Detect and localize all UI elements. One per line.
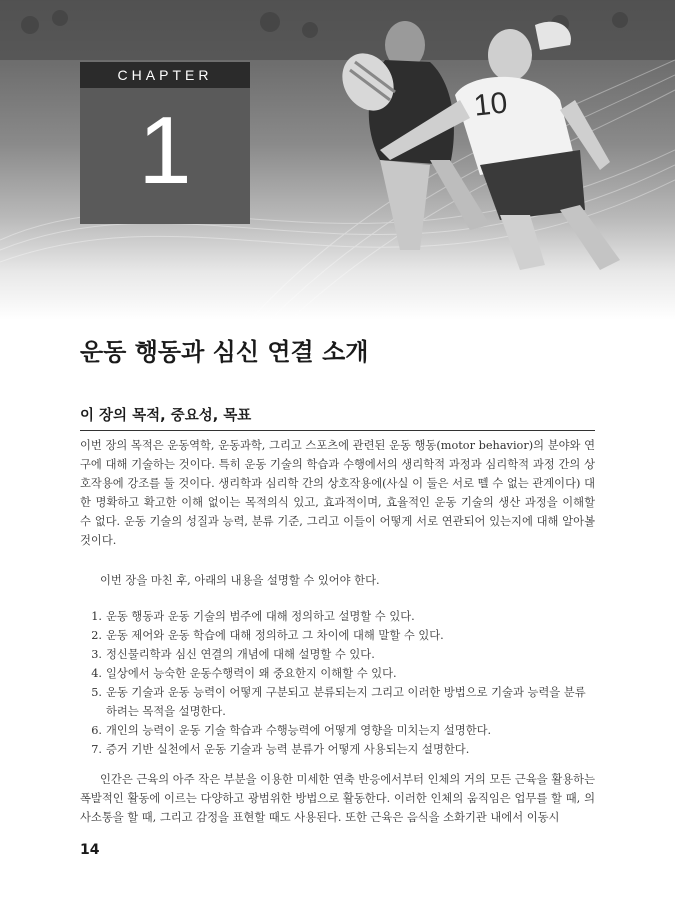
- objective-text: 정신물리학과 심신 연결의 개념에 대해 설명할 수 있다.: [106, 648, 375, 661]
- objective-text: 운동 제어와 운동 학습에 대해 정의하고 그 차이에 대해 말할 수 있다.: [106, 629, 444, 642]
- chapter-label: CHAPTER: [80, 62, 250, 88]
- objective-item: [80, 740, 595, 759]
- objective-text: 운동 행동과 운동 기술의 범주에 대해 정의하고 설명할 수 있다.: [106, 610, 415, 623]
- objectives-list: [80, 607, 595, 759]
- chapter-hero-image: [0, 0, 675, 320]
- lead-in-paragraph: 이번 장을 마친 후, 아래의 내용을 설명할 수 있어야 한다.: [100, 574, 380, 587]
- objective-item: [80, 626, 595, 645]
- jersey-number: 10: [472, 86, 509, 123]
- objective-number: 7.: [91, 743, 102, 756]
- objective-number: 1.: [91, 610, 102, 623]
- objective-item: [80, 683, 595, 721]
- section-heading: 이 장의 목적, 중요성, 목표: [80, 404, 595, 431]
- page-title: 운동 행동과 심신 연결 소개: [80, 338, 369, 366]
- objective-item: [80, 607, 595, 626]
- objective-number: 3.: [91, 648, 102, 661]
- closing-paragraph: 인간은 근육의 아주 작은 부분을 이용한 미세한 연축 반응에서부터 인체의 거의 모든 근육을 활용하는 폭발적인 활동에 이르는 다양하고 광범위한 방법으로 활동한다. 이러한 인체의 움직임은 업무를 할 때, 의사소통을 할 때, 그리고 감정을 표현할 때도 사용된다. 또한 근육은 음식을 소화기관 내에서 이동시: [80, 773, 595, 824]
- objective-number: 4.: [91, 667, 102, 680]
- intro-paragraph: 이번 장의 목적은 운동역학, 운동과학, 그리고 스포츠에 관련된 운동 행동(motor behavior)의 분야와 연구에 대해 기술하는 것이다. 특히 운동 기술의 학습과 수행에서의 생리학적 과정과 심리학적 과정 간의 상호작용에 강조를 둘 것이다. 생리학과 심리학 간의 상호작용에(사실 이 둘은 서로 뗄 수 없는 관계이다) 대한 명확하고 확고한 이해 없이는 목적의식 있고, 효과적이며, 효율적인 운동 기술의 생산 과정을 이해할 수 없다. 운동 기술의 성질과 능력, 분류 기준, 그리고 이들이 어떻게 서로 연관되어 있는지에 대해 알아볼 것이다.: [80, 439, 595, 547]
- objective-item: [80, 721, 595, 740]
- objective-item: [80, 664, 595, 683]
- chapter-number: 1: [138, 97, 192, 204]
- objective-text: 일상에서 능숙한 운동수행력이 왜 중요한지 이해할 수 있다.: [106, 667, 397, 680]
- objective-text: 운동 기술과 운동 능력이 어떻게 구분되고 분류되는지 그리고 이러한 방법으로 기술과 능력을 분류하려는 목적을 설명한다.: [106, 686, 586, 718]
- objective-text: 증거 기반 실천에서 운동 기술과 능력 분류가 어떻게 사용되는지 설명한다.: [106, 743, 470, 756]
- page-number: 14: [80, 842, 100, 858]
- objective-number: 5.: [91, 686, 102, 699]
- objective-item: [80, 645, 595, 664]
- objective-text: 개인의 능력이 운동 기술 학습과 수행능력에 어떻게 영향을 미치는지 설명한다.: [106, 724, 492, 737]
- objective-number: 2.: [91, 629, 102, 642]
- objective-number: 6.: [91, 724, 102, 737]
